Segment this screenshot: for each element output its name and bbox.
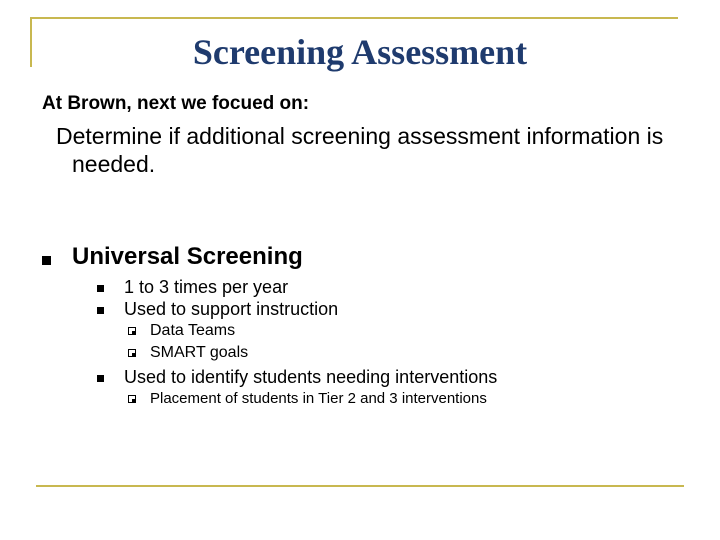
list-item: Data Teams — [150, 322, 236, 339]
frame-top-rule — [30, 17, 678, 19]
list-item: Placement of students in Tier 2 and 3 interventions — [150, 390, 487, 407]
list-item: Used to identify students needing interventions — [124, 367, 498, 387]
square-bullet-icon — [42, 256, 51, 265]
list-item: 1 to 3 times per year — [124, 277, 289, 297]
square-bullet-icon — [97, 285, 104, 292]
intro-body: Determine if additional screening assessment information is needed. — [56, 123, 664, 177]
square-bullet-icon — [97, 307, 104, 314]
frame-bottom-rule — [36, 485, 684, 487]
list-item: SMART goals — [150, 344, 249, 361]
intro-heading: At Brown, next we focued on: — [42, 93, 310, 114]
slide-title: Screening Assessment — [192, 32, 528, 72]
checkbox-bullet-icon — [128, 349, 136, 357]
checkbox-bullet-icon — [128, 327, 136, 335]
list-item: Used to support instruction — [124, 299, 339, 319]
square-bullet-icon — [97, 375, 104, 382]
checkbox-bullet-icon — [128, 395, 136, 403]
bullet-universal-screening: Universal Screening — [72, 243, 303, 270]
